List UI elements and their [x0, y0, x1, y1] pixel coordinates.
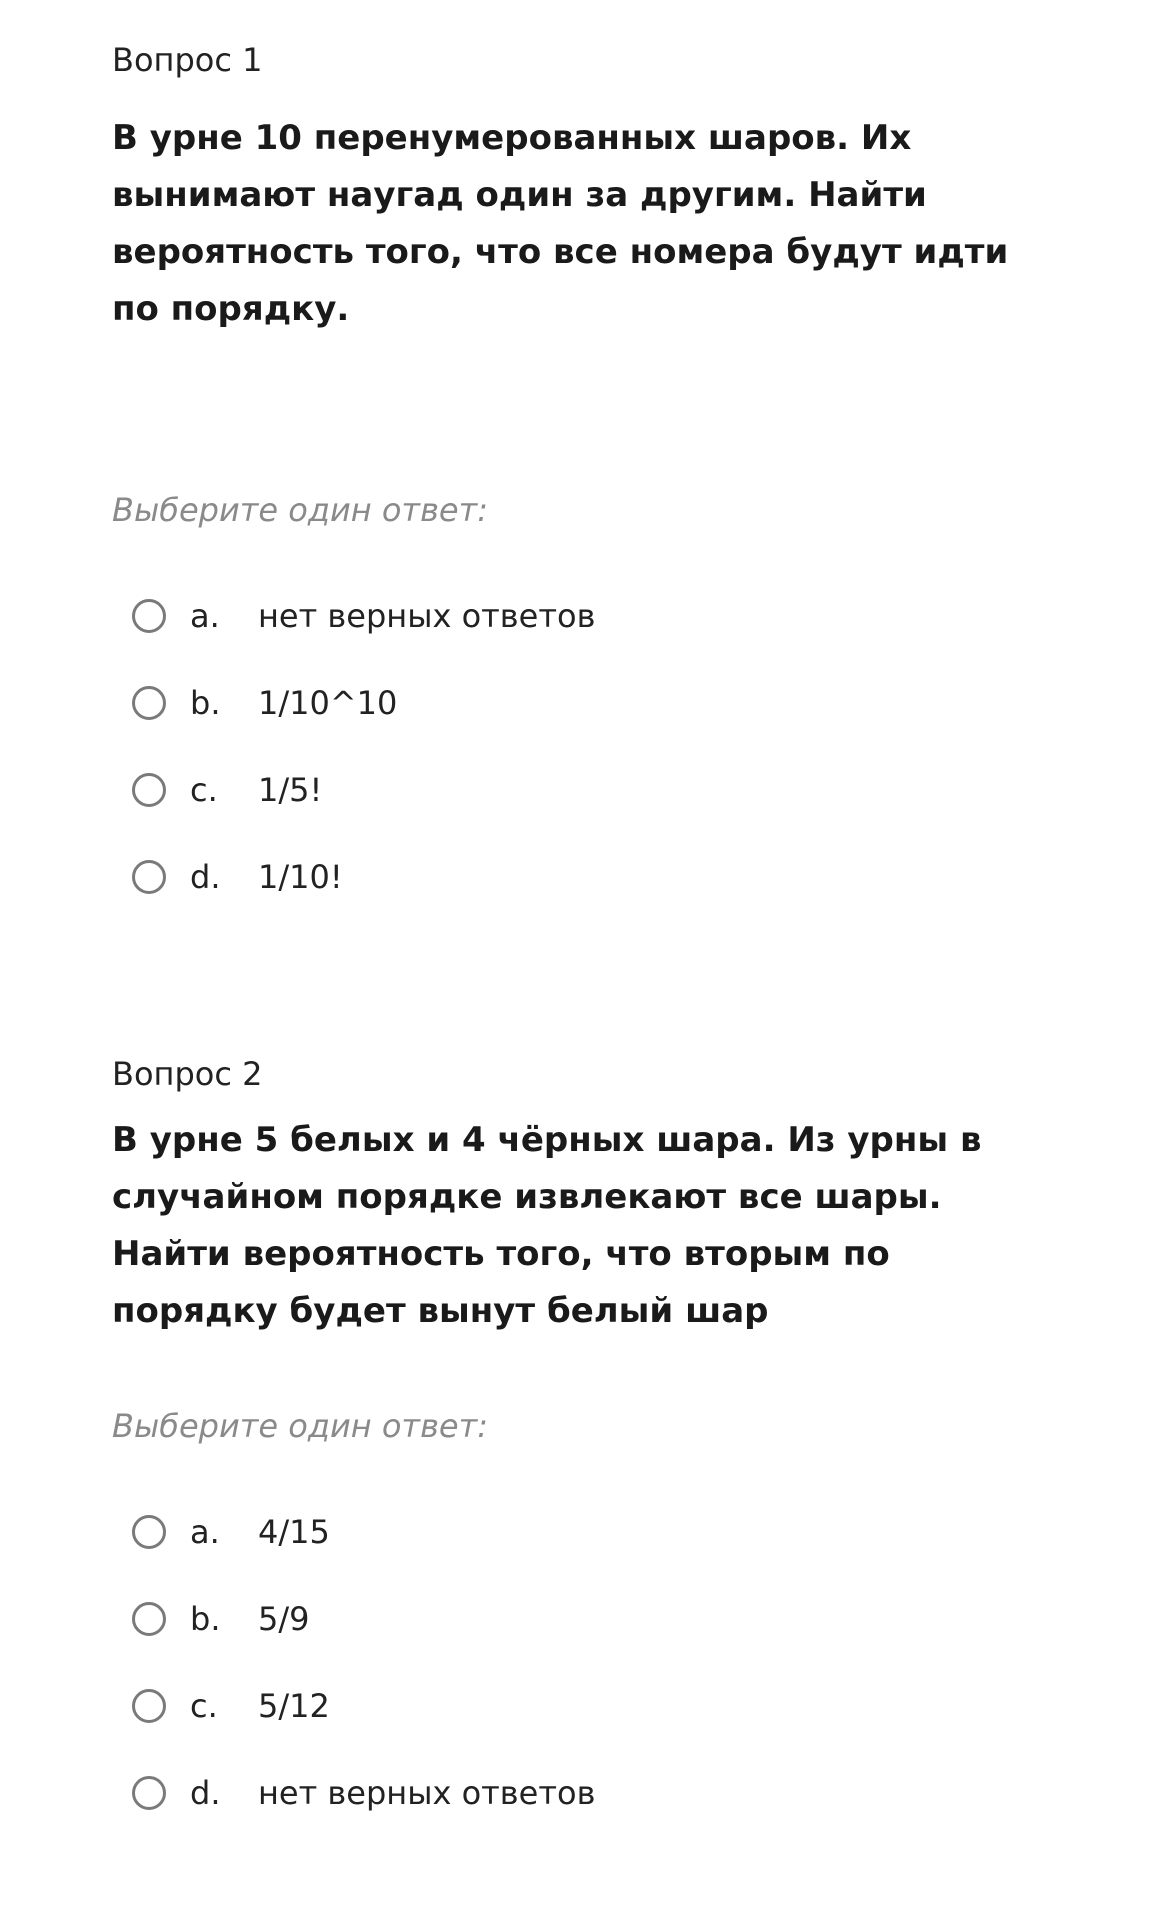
answer-text: нет верных ответов — [258, 596, 596, 635]
answer-letter: a. — [190, 1512, 220, 1551]
answer-text: 5/12 — [258, 1686, 330, 1725]
radio-button-icon[interactable] — [132, 1602, 166, 1636]
answer-text: 1/10! — [258, 857, 343, 896]
question-number: Вопрос 1 — [112, 41, 263, 79]
radio-button-icon[interactable] — [132, 1515, 166, 1549]
answer-prompt: Выберите один ответ: — [112, 491, 489, 529]
answer-letter: d. — [190, 1773, 221, 1812]
answer-option-b[interactable] — [112, 1575, 1052, 1662]
radio-button-icon[interactable] — [132, 686, 166, 720]
answer-list — [112, 572, 1052, 920]
question-1 — [112, 38, 1052, 920]
answer-option-b[interactable] — [112, 659, 1052, 746]
radio-button-icon[interactable] — [132, 1776, 166, 1810]
answer-text: 4/15 — [258, 1512, 330, 1551]
answer-letter: b. — [190, 1599, 221, 1638]
question-2 — [112, 1052, 1052, 1836]
question-text: В урне 5 белых и 4 чёрных шара. Из урны в случайном порядке извлекают все шары. Найти вероятность того, что вторым по порядку будет вынут белый шар — [112, 1120, 982, 1331]
answer-text: 1/10^10 — [258, 683, 398, 722]
answer-letter: b. — [190, 683, 221, 722]
answer-list — [112, 1488, 1052, 1836]
answer-prompt: Выберите один ответ: — [112, 1407, 489, 1445]
question-number: Вопрос 2 — [112, 1055, 263, 1093]
radio-button-icon[interactable] — [132, 860, 166, 894]
question-text: В урне 10 перенумерованных шаров. Их вынимают наугад один за другим. Найти вероятность того, что все номера будут идти по порядку. — [112, 118, 1009, 329]
answer-option-c[interactable] — [112, 746, 1052, 833]
radio-button-icon[interactable] — [132, 773, 166, 807]
radio-button-icon[interactable] — [132, 599, 166, 633]
answer-option-d[interactable] — [112, 833, 1052, 920]
answer-option-d[interactable] — [112, 1749, 1052, 1836]
radio-button-icon[interactable] — [132, 1689, 166, 1723]
answer-option-a[interactable] — [112, 572, 1052, 659]
answer-option-c[interactable] — [112, 1662, 1052, 1749]
answer-letter: c. — [190, 770, 218, 809]
answer-letter: c. — [190, 1686, 218, 1725]
answer-text: нет верных ответов — [258, 1773, 596, 1812]
answer-text: 5/9 — [258, 1599, 310, 1638]
answer-letter: a. — [190, 596, 220, 635]
answer-text: 1/5! — [258, 770, 323, 809]
answer-option-a[interactable] — [112, 1488, 1052, 1575]
answer-letter: d. — [190, 857, 221, 896]
